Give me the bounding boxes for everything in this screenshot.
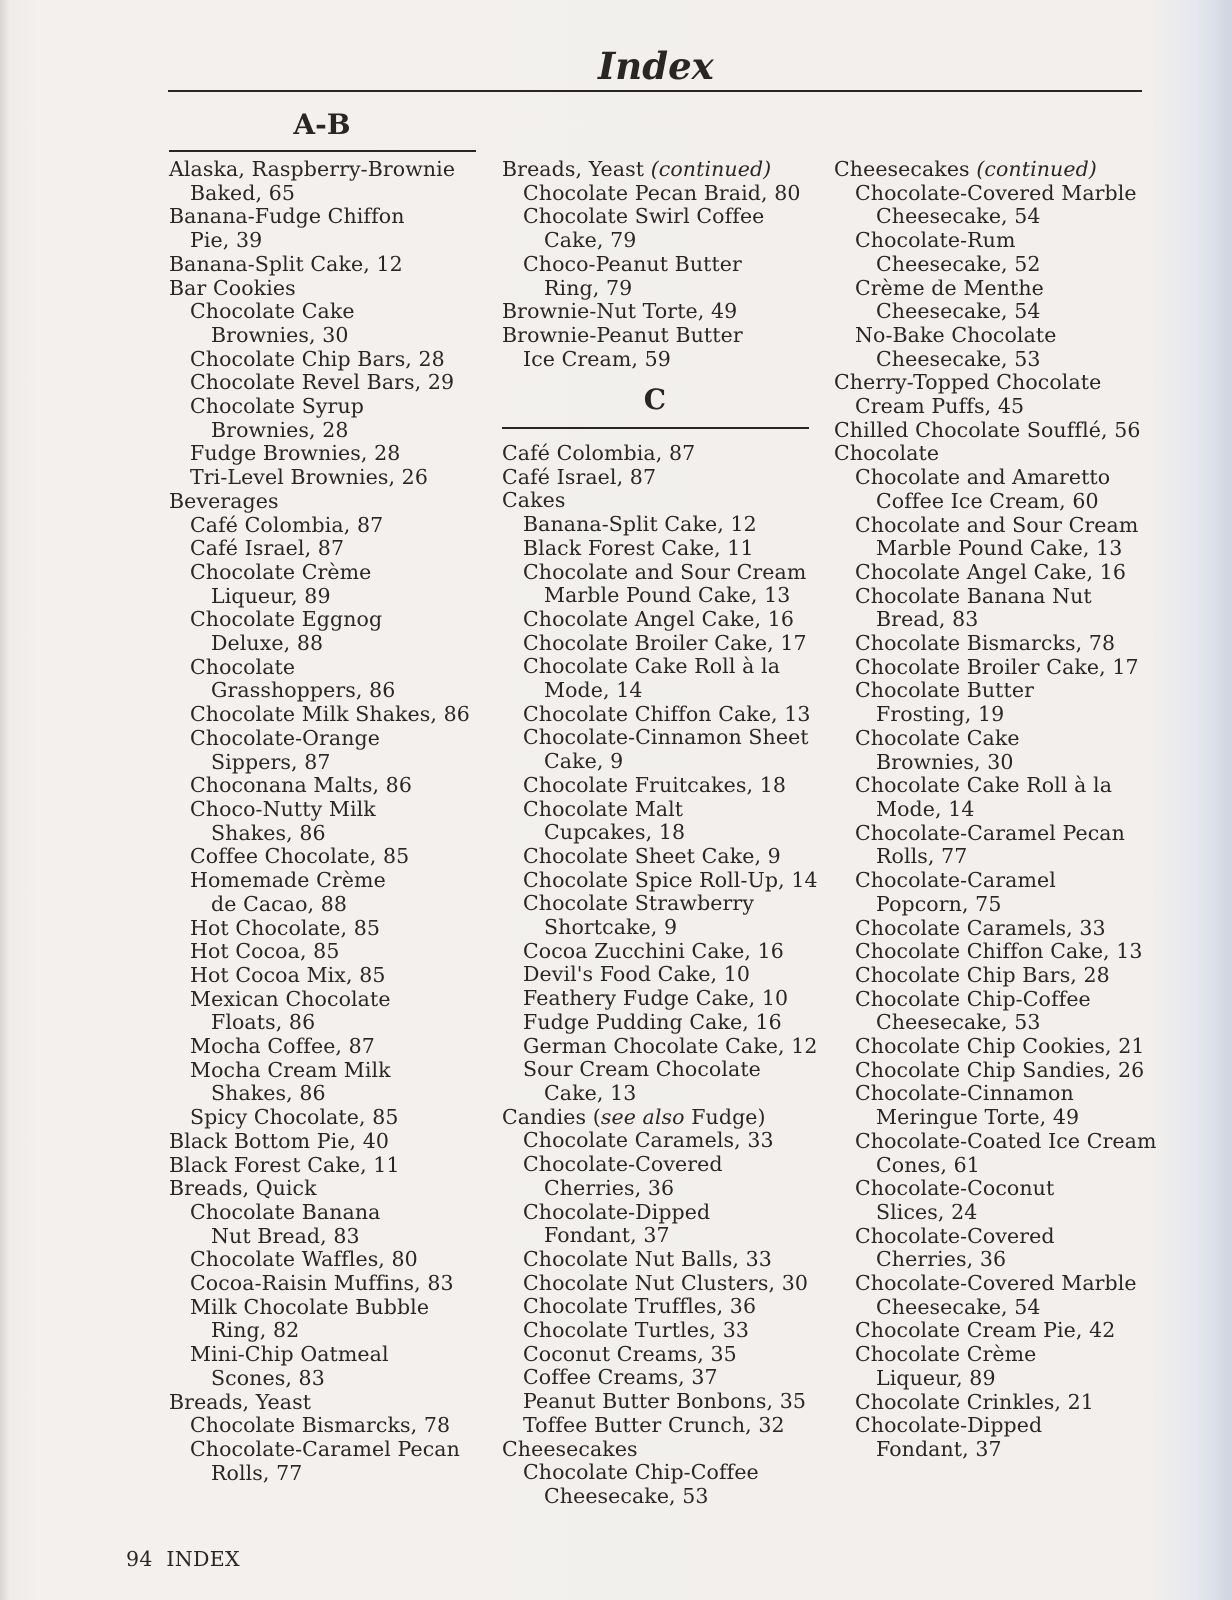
entry-continuation: Brownies, 30 <box>876 749 1014 774</box>
entry-continuation: Shakes, 86 <box>211 820 326 845</box>
entry-continuation: Coffee Ice Cream, 60 <box>876 488 1099 513</box>
section-rule-a-b <box>169 150 476 152</box>
page-title: Index <box>598 44 714 88</box>
index-subentry: Chocolate Nut Balls, 33 <box>523 1246 772 1271</box>
index-subentry: Chocolate Chiffon Cake, 13 <box>523 701 811 726</box>
index-subentry: Cocoa-Raisin Muffins, 83 <box>190 1271 454 1296</box>
entry-continuation: Cheesecake, 54 <box>876 204 1041 229</box>
entry-continuation: Liqueur, 89 <box>211 583 331 608</box>
index-subentry: Chocolate Sheet Cake, 9 <box>523 843 781 868</box>
entry-continuation: Cheesecake, 52 <box>876 251 1041 276</box>
entry-continuation: Bread, 83 <box>876 607 979 632</box>
index-subentry: Chocolate-Caramel Popcorn, 75 <box>834 869 1157 916</box>
index-subentry: Choco-Peanut Butter Ring, 79 <box>502 253 801 300</box>
entry-continuation: Nut Bread, 83 <box>211 1223 360 1248</box>
entry-continuation: Cherries, 36 <box>544 1175 675 1200</box>
index-subentry: Chocolate Truffles, 36 <box>523 1294 757 1319</box>
entry-continuation: Fondant, 37 <box>544 1223 670 1248</box>
entry-continuation: Rolls, 77 <box>876 844 968 869</box>
index-subentry: Sour Cream Chocolate Cake, 13 <box>502 1058 818 1105</box>
index-subentry: Peanut Butter Bonbons, 35 <box>523 1389 806 1414</box>
index-subentry: Chocolate Butter Frosting, 19 <box>834 679 1157 726</box>
index-entry: Black Forest Cake, 11 <box>169 1152 400 1177</box>
entry-continuation: Cake, 79 <box>544 228 637 253</box>
entry-continuation: Brownies, 28 <box>211 417 349 442</box>
index-subentry: Choconana Malts, 86 <box>190 773 412 798</box>
index-entry: Chocolate <box>834 441 940 466</box>
entry-continuation: Pie, 39 <box>190 228 263 253</box>
index-subentry: Chocolate Strawberry Shortcake, 9 <box>502 892 818 939</box>
index-subentry: Chocolate Cake Roll à la Mode, 14 <box>834 774 1157 821</box>
index-subentry: Chocolate Bismarcks, 78 <box>190 1413 451 1438</box>
index-subentry: Chocolate-Orange Sippers, 87 <box>169 727 470 774</box>
index-subentry: Chocolate Syrup Brownies, 28 <box>169 395 470 442</box>
page-number: 94 <box>126 1547 153 1571</box>
index-subentry: Chocolate-Covered Cherries, 36 <box>834 1225 1157 1272</box>
index-subentry: Mocha Coffee, 87 <box>190 1034 375 1059</box>
entry-continuation: Fondant, 37 <box>876 1436 1002 1461</box>
index-subentry: Devil's Food Cake, 10 <box>523 962 751 987</box>
index-subentry: Chocolate Banana Nut Bread, 83 <box>169 1201 470 1248</box>
entry-continuation: Cheesecake, 53 <box>544 1483 709 1508</box>
index-subentry: Chocolate Cake Brownies, 30 <box>834 727 1157 774</box>
entry-continuation: Baked, 65 <box>190 180 295 205</box>
entry-continuation: Cake, 9 <box>544 749 624 774</box>
index-subentry: Chocolate Caramels, 33 <box>523 1128 774 1153</box>
entry-continuation: Ice Cream, 59 <box>523 346 671 371</box>
index-subentry: Chocolate Crème Liqueur, 89 <box>169 561 470 608</box>
index-entry: Alaska, Raspberry-Brownie Baked, 65 <box>169 158 470 205</box>
index-subentry: Chocolate-Dipped Fondant, 37 <box>834 1414 1157 1461</box>
index-subentry: Chocolate Pecan Braid, 80 <box>523 180 801 205</box>
index-subentry: Cocoa Zucchini Cake, 16 <box>523 938 784 963</box>
index-subentry: Chocolate-Cinnamon Sheet Cake, 9 <box>502 726 818 773</box>
index-subentry: Chocolate Chip Cookies, 21 <box>855 1034 1145 1059</box>
entry-continuation: Popcorn, 75 <box>876 891 1002 916</box>
index-subentry: Mexican Chocolate Floats, 86 <box>169 988 470 1035</box>
index-subentry: Chocolate Chip Sandies, 26 <box>855 1057 1145 1082</box>
index-subentry: Chocolate Chip Bars, 28 <box>855 962 1110 987</box>
index-entry: Beverages <box>169 488 279 513</box>
index-subentry: Chocolate Chip-Coffee Cheesecake, 53 <box>834 988 1157 1035</box>
index-subentry: Hot Cocoa Mix, 85 <box>190 962 386 987</box>
entry-continuation: Rolls, 77 <box>211 1460 303 1485</box>
entry-continuation: Cherries, 36 <box>876 1247 1007 1272</box>
index-entry: Café Colombia, 87 <box>502 441 696 465</box>
entry-continuation: Slices, 24 <box>876 1199 978 1224</box>
index-subentry: Chocolate Angel Cake, 16 <box>523 606 795 631</box>
continued-heading: Breads, Yeast (continued) <box>502 157 772 181</box>
index-subentry: Black Forest Cake, 11 <box>523 535 754 560</box>
index-subentry: Chocolate Cream Pie, 42 <box>855 1318 1116 1343</box>
index-subentry: Chocolate and Amaretto Coffee Ice Cream, 60 <box>834 466 1157 513</box>
index-subentry: Tri-Level Brownies, 26 <box>190 465 428 490</box>
section-heading-a-b: A-B <box>293 108 351 141</box>
entry-continuation: Cream Puffs, 45 <box>855 394 1025 419</box>
page-footer <box>126 1547 240 1571</box>
index-subentry: Crème de Menthe Cheesecake, 54 <box>834 277 1157 324</box>
entry-continuation: Shakes, 86 <box>211 1081 326 1106</box>
entry-continuation: Deluxe, 88 <box>211 631 324 656</box>
title-rule <box>168 90 1142 92</box>
index-subentry: Chocolate Broiler Cake, 17 <box>523 630 807 655</box>
index-entry: Banana-Split Cake, 12 <box>169 251 403 276</box>
index-subentry: Choco-Nutty Milk Shakes, 86 <box>169 798 470 845</box>
index-subentry: Spicy Chocolate, 85 <box>190 1105 399 1130</box>
section-rule-c <box>502 427 809 429</box>
index-entry: Brownie-Peanut Butter Ice Cream, 59 <box>502 324 801 371</box>
index-entry: Black Bottom Pie, 40 <box>169 1128 390 1153</box>
entry-continuation: Cupcakes, 18 <box>544 820 686 845</box>
index-subentry: Chocolate Turtles, 33 <box>523 1318 750 1343</box>
index-subentry: German Chocolate Cake, 12 <box>523 1033 818 1058</box>
index-subentry: Chocolate Eggnog Deluxe, 88 <box>169 608 470 655</box>
index-subentry: Chocolate Chip-Coffee Cheesecake, 53 <box>502 1461 818 1508</box>
index-subentry: Chocolate Caramels, 33 <box>855 915 1106 940</box>
entry-continuation: Grasshoppers, 86 <box>211 678 396 703</box>
entry-continuation: Mode, 14 <box>876 796 975 821</box>
index-subentry: Chocolate and Sour Cream Marble Pound Cake, 13 <box>834 514 1157 561</box>
index-subentry: Chocolate Revel Bars, 29 <box>190 370 455 395</box>
index-entry: Bar Cookies <box>169 275 296 300</box>
index-subentry: Chocolate Chiffon Cake, 13 <box>855 939 1143 964</box>
index-subentry: Chocolate Grasshoppers, 86 <box>169 656 470 703</box>
index-entry: Breads, Quick <box>169 1176 317 1201</box>
entry-continuation: Mode, 14 <box>544 678 643 703</box>
index-subentry: Homemade Crème de Cacao, 88 <box>169 869 470 916</box>
index-subentry: Chocolate-Covered Cherries, 36 <box>502 1153 818 1200</box>
index-subentry: Toffee Butter Crunch, 32 <box>523 1412 785 1437</box>
entry-continuation: Brownies, 30 <box>211 322 349 347</box>
entry-continuation: Shortcake, 9 <box>544 915 678 940</box>
entry-continuation: Cheesecake, 53 <box>876 1010 1041 1035</box>
index-list-c <box>502 442 818 1509</box>
index-subentry: Chocolate Crème Liqueur, 89 <box>834 1343 1157 1390</box>
index-subentry: Café Colombia, 87 <box>190 512 384 537</box>
index-subentry: Chocolate Crinkles, 21 <box>855 1389 1094 1414</box>
index-subentry: Chocolate Chip Bars, 28 <box>190 346 445 371</box>
index-subentry: Mocha Cream Milk Shakes, 86 <box>169 1059 470 1106</box>
index-subentry: Fudge Brownies, 28 <box>190 441 401 466</box>
index-subentry: Coffee Creams, 37 <box>523 1365 718 1390</box>
entry-continuation: Cheesecake, 53 <box>876 346 1041 371</box>
index-subentry: Chocolate Cake Roll à la Mode, 14 <box>502 655 818 702</box>
index-subentry: Chocolate-Coconut Slices, 24 <box>834 1177 1157 1224</box>
index-subentry: Coffee Chocolate, 85 <box>190 844 410 869</box>
index-entry: Candies (see also Fudge) <box>502 1104 766 1129</box>
index-entry: Breads, Yeast <box>169 1389 312 1414</box>
entry-continuation: Marble Pound Cake, 13 <box>876 536 1123 561</box>
entry-continuation: Marble Pound Cake, 13 <box>544 583 791 608</box>
index-subentry: Banana-Split Cake, 12 <box>523 512 757 537</box>
index-entry: Café Israel, 87 <box>502 464 657 489</box>
index-subentry: Chocolate-Covered Marble Cheesecake, 54 <box>834 182 1157 229</box>
entry-continuation: Ring, 79 <box>544 275 633 300</box>
index-subentry: Hot Cocoa, 85 <box>190 939 340 964</box>
index-subentry: Chocolate Malt Cupcakes, 18 <box>502 798 818 845</box>
entry-continuation: Liqueur, 89 <box>876 1365 996 1390</box>
index-subentry: Chocolate-Covered Marble Cheesecake, 54 <box>834 1272 1157 1319</box>
index-subentry: Fudge Pudding Cake, 16 <box>523 1009 782 1034</box>
index-subentry: Chocolate Angel Cake, 16 <box>855 559 1127 584</box>
index-entry: Chilled Chocolate Soufflé, 56 <box>834 417 1141 442</box>
index-subentry: No-Bake Chocolate Cheesecake, 53 <box>834 324 1157 371</box>
entry-continuation: Ring, 82 <box>211 1318 300 1343</box>
entry-continuation: de Cacao, 88 <box>211 891 348 916</box>
index-subentry: Chocolate-Caramel Pecan Rolls, 77 <box>169 1438 470 1485</box>
index-subentry: Chocolate Fruitcakes, 18 <box>523 772 787 797</box>
index-list-a-b <box>169 158 470 1485</box>
section-heading-c: C <box>643 383 667 416</box>
index-subentry: Feathery Fudge Cake, 10 <box>523 986 789 1011</box>
entry-continuation: Sippers, 87 <box>211 749 331 774</box>
index-subentry: Chocolate Cake Brownies, 30 <box>169 300 470 347</box>
index-subentry: Chocolate-Dipped Fondant, 37 <box>502 1201 818 1248</box>
entry-continuation: Frosting, 19 <box>876 702 1005 727</box>
index-subentry: Chocolate Bismarcks, 78 <box>855 631 1116 656</box>
index-subentry: Chocolate Swirl Coffee Cake, 79 <box>502 205 801 252</box>
index-subentry: Chocolate Milk Shakes, 86 <box>190 702 470 727</box>
index-subentry: Chocolate-Caramel Pecan Rolls, 77 <box>834 822 1157 869</box>
index-subentry: Chocolate-Coated Ice Cream Cones, 61 <box>855 1128 1157 1177</box>
entry-continuation: Scones, 83 <box>211 1365 325 1390</box>
index-subentry: Café Israel, 87 <box>190 536 345 561</box>
index-subentry: Chocolate-Cinnamon Meringue Torte, 49 <box>834 1082 1157 1129</box>
entry-continuation: Cheesecake, 54 <box>876 1294 1041 1319</box>
index-entry: Cherry-Topped Chocolate Cream Puffs, 45 <box>834 371 1157 418</box>
index-subentry: Chocolate Banana Nut Bread, 83 <box>834 585 1157 632</box>
entry-continuation: Cheesecake, 54 <box>876 299 1041 324</box>
index-subentry: Coconut Creams, 35 <box>523 1341 737 1366</box>
index-subentry: Chocolate Nut Clusters, 30 <box>523 1270 808 1295</box>
index-subentry: Milk Chocolate Bubble Ring, 82 <box>169 1296 470 1343</box>
index-subentry: Hot Chocolate, 85 <box>190 915 380 940</box>
entry-continuation: Cake, 13 <box>544 1080 637 1105</box>
index-list-breads-continued <box>502 158 801 371</box>
index-subentry: Chocolate Spice Roll-Up, 14 <box>523 867 818 892</box>
index-subentry: Chocolate and Sour Cream Marble Pound Cake, 13 <box>502 561 818 608</box>
footer-label: INDEX <box>166 1547 240 1571</box>
index-subentry: Chocolate Waffles, 80 <box>190 1247 418 1272</box>
entry-continuation: Meringue Torte, 49 <box>876 1105 1080 1130</box>
entry-continuation: Floats, 86 <box>211 1010 316 1035</box>
index-list-cheesecakes-continued <box>834 158 1157 1462</box>
index-entry: Banana-Fudge Chiffon Pie, 39 <box>169 205 470 252</box>
continued-heading: Cheesecakes (continued) <box>834 157 1097 181</box>
entry-continuation: Cones, 61 <box>876 1152 980 1177</box>
index-subentry: Chocolate-Rum Cheesecake, 52 <box>834 229 1157 276</box>
index-entry: Brownie-Nut Torte, 49 <box>502 299 738 324</box>
index-entry: Cheesecakes <box>502 1436 638 1461</box>
index-entry: Cakes <box>502 488 566 513</box>
index-subentry: Chocolate Broiler Cake, 17 <box>855 654 1139 679</box>
index-subentry: Mini-Chip Oatmeal Scones, 83 <box>169 1343 470 1390</box>
